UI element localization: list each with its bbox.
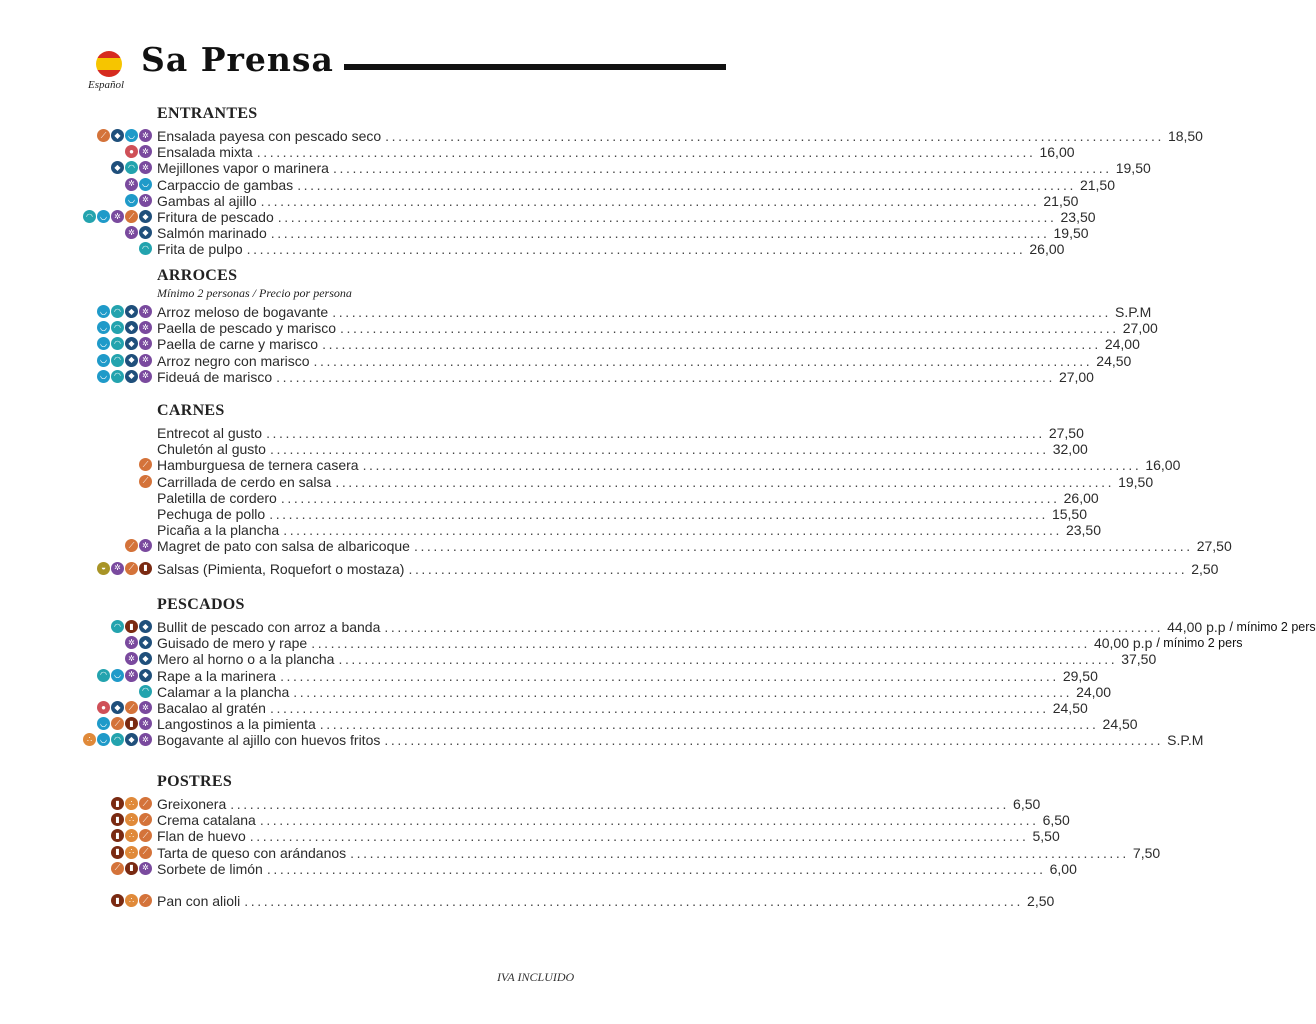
menu-item — [0, 457, 1181, 474]
item-name: Chuletón al gusto — [157, 441, 266, 458]
menu-item — [0, 441, 1088, 458]
sulphites-allergen-icon: ✲ — [139, 733, 152, 746]
fish-allergen-icon: ◆ — [139, 226, 152, 239]
mollusc-allergen-icon: ◠ — [111, 733, 124, 746]
menu-item — [0, 489, 1099, 506]
dot-leader: ........................................................................................................................ — [332, 160, 1112, 177]
item-price: 23,50 — [1060, 209, 1096, 225]
item-price: 27,50 — [1048, 425, 1084, 441]
dot-leader: ........................................................................................................................ — [322, 336, 1101, 353]
item-price: 23,50 — [1065, 522, 1102, 539]
menu-item — [0, 425, 1084, 441]
gluten-allergen-icon: ⟋ — [97, 129, 110, 142]
item-name: Sorbete de limón — [157, 860, 263, 877]
item-name: Paella de pescado y marisco — [157, 320, 336, 337]
item-price: 16,00 — [1145, 457, 1181, 474]
item-price: 24,00 — [1104, 336, 1140, 353]
dot-leader: ........................................................................................................................ — [350, 844, 1129, 861]
sulphites-allergen-icon: ✲ — [125, 226, 138, 239]
dot-leader: ........................................................................................................................ — [340, 320, 1119, 337]
dot-leader: ........................................................................................................................ — [249, 828, 1029, 845]
egg-allergen-icon: ● — [125, 145, 138, 158]
sulphites-allergen-icon: ✲ — [139, 354, 152, 367]
item-name: Greixonera — [157, 796, 227, 812]
item-name: Ensalada payesa con pescado seco — [157, 128, 382, 144]
item-name: Langostinos a la pimienta — [157, 716, 316, 733]
allergen-icons — [139, 685, 152, 698]
item-name: Pan con alioli — [157, 893, 241, 909]
crustacean-allergen-icon: ◡ — [97, 733, 110, 746]
crustacean-allergen-icon: ◡ — [97, 337, 110, 350]
gluten-allergen-icon: ⟋ — [125, 539, 138, 552]
item-price: 21,50 — [1043, 192, 1079, 209]
item-price: 2,50 — [1191, 560, 1219, 577]
mustard-allergen-icon: ◒ — [97, 562, 110, 575]
crustacean-allergen-icon: ◡ — [97, 321, 110, 334]
section-title: ARROCES — [157, 267, 238, 284]
section-title: CARNES — [157, 402, 225, 419]
dot-leader: ........................................................................................................................ — [311, 635, 1090, 652]
gluten-allergen-icon: ⟋ — [139, 475, 152, 488]
allergen-icons — [125, 539, 152, 552]
dot-leader: ........................................................................................................................ — [338, 651, 1118, 668]
dot-leader: ........................................................................................................................ — [269, 506, 1048, 522]
item-price: 26,00 — [1063, 489, 1099, 506]
allergen-icons — [97, 717, 152, 730]
gluten-allergen-icon: ⟋ — [139, 894, 152, 907]
crustacean-allergen-icon: ◡ — [97, 354, 110, 367]
item-price: 19,50 — [1118, 473, 1154, 490]
section-subtitle: Mínimo 2 personas / Precio por persona — [157, 286, 352, 300]
milk-allergen-icon: ▮ — [111, 813, 124, 826]
fish-allergen-icon: ◆ — [111, 701, 124, 714]
allergen-icons — [97, 129, 152, 142]
allergen-icons — [111, 829, 152, 842]
menu-item — [0, 320, 1158, 337]
menu-item — [0, 635, 1243, 652]
dot-leader: ........................................................................................................................ — [319, 716, 1099, 733]
item-price: S.P.M — [1114, 304, 1152, 320]
allergen-icons — [139, 458, 152, 471]
dot-leader: ........................................................................................................................ — [385, 128, 1164, 144]
sulphites-allergen-icon: ✲ — [139, 129, 152, 142]
item-price: 6,50 — [1013, 796, 1041, 812]
gluten-allergen-icon: ⟋ — [139, 813, 152, 826]
menu-item — [0, 651, 1157, 668]
menu-item — [0, 796, 1041, 812]
sulphites-allergen-icon: ✲ — [139, 194, 152, 207]
item-price: 24,50 — [1096, 352, 1132, 369]
menu-item — [0, 860, 1077, 877]
item-price: 16,00 — [1039, 144, 1075, 161]
item-price: 5,50 — [1032, 828, 1060, 845]
fish-allergen-icon: ◆ — [125, 337, 138, 350]
item-price: 24,50 — [1102, 716, 1138, 733]
item-price: S.P.M — [1167, 732, 1204, 749]
menu-item — [0, 352, 1132, 369]
fish-allergen-icon: ◆ — [139, 210, 152, 223]
mollusc-allergen-icon: ◠ — [139, 685, 152, 698]
item-price: 6,50 — [1042, 812, 1070, 829]
dot-leader: ........................................................................................................................ — [266, 425, 1045, 441]
dot-leader: ........................................................................................................................ — [230, 796, 1010, 812]
sulphites-allergen-icon: ✲ — [125, 636, 138, 649]
mollusc-allergen-icon: ◠ — [111, 354, 124, 367]
sulphites-allergen-icon: ✲ — [139, 539, 152, 552]
allergen-icons — [125, 226, 152, 239]
allergen-icons — [97, 562, 152, 575]
item-name: Guisado de mero y rape — [157, 635, 308, 652]
dot-leader: ........................................................................................................................ — [332, 304, 1111, 320]
mollusc-allergen-icon: ◠ — [97, 669, 110, 682]
item-price: 19,50 — [1053, 225, 1089, 242]
item-name: Magret de pato con salsa de albaricoque — [157, 538, 410, 555]
item-name: Fideuá de marisco — [157, 368, 273, 385]
item-name: Picaña a la plancha — [157, 522, 280, 539]
item-name: Salmón marinado — [157, 225, 267, 242]
menu-item — [0, 128, 1203, 144]
allergen-icons — [97, 370, 152, 383]
allergen-icons — [111, 161, 152, 174]
allergen-icons — [111, 797, 152, 810]
mollusc-allergen-icon: ◠ — [111, 370, 124, 383]
egg-allergen-icon: ● — [97, 701, 110, 714]
item-name: Gambas al ajillo — [157, 192, 257, 209]
nuts-allergen-icon: ∴ — [125, 797, 138, 810]
dot-leader: ........................................................................................................................ — [293, 683, 1073, 700]
item-name: Ensalada mixta — [157, 144, 253, 161]
mollusc-allergen-icon: ◠ — [111, 337, 124, 350]
allergen-icons — [111, 813, 152, 826]
section-title: ENTRANTES — [157, 105, 258, 122]
allergen-icons — [111, 894, 152, 907]
dot-leader: ........................................................................................................................ — [260, 192, 1040, 209]
allergen-icons — [111, 846, 152, 859]
fish-allergen-icon: ◆ — [139, 652, 152, 665]
item-name: Rape a la marinera — [157, 667, 277, 684]
brand-logo: Sa Prensa — [141, 40, 334, 79]
mollusc-allergen-icon: ◠ — [111, 321, 124, 334]
menu-item — [0, 368, 1094, 385]
sulphites-allergen-icon: ✲ — [125, 178, 138, 191]
item-note: / mínimo 2 pers — [1156, 636, 1243, 651]
sulphites-allergen-icon: ✲ — [125, 669, 138, 682]
menu-item — [0, 506, 1088, 522]
dot-leader: ........................................................................................................................ — [280, 489, 1060, 506]
allergen-icons — [125, 652, 152, 665]
menu-item — [0, 160, 1151, 177]
item-note: / mínimo 2 pers — [1229, 620, 1316, 634]
fish-allergen-icon: ◆ — [125, 354, 138, 367]
nuts-allergen-icon: ∴ — [125, 813, 138, 826]
fish-allergen-icon: ◆ — [125, 305, 138, 318]
menu-item — [0, 209, 1096, 225]
mollusc-allergen-icon: ◠ — [125, 161, 138, 174]
item-price: 40,00 p.p — [1093, 635, 1153, 652]
menu-item — [0, 304, 1152, 320]
menu-item — [0, 844, 1161, 861]
menu-item — [0, 176, 1115, 193]
gluten-allergen-icon: ⟋ — [125, 210, 138, 223]
fish-allergen-icon: ◆ — [111, 161, 124, 174]
gluten-allergen-icon: ⟋ — [111, 717, 124, 730]
crustacean-allergen-icon: ◡ — [111, 669, 124, 682]
item-name: Bacalao al gratén — [157, 700, 266, 716]
menu-item — [0, 812, 1070, 829]
item-name: Carpaccio de gambas — [157, 176, 294, 193]
fish-allergen-icon: ◆ — [125, 733, 138, 746]
fish-allergen-icon: ◆ — [139, 620, 152, 633]
item-name: Mejillones vapor o marinera — [157, 160, 329, 177]
item-name: Frita de pulpo — [157, 241, 243, 258]
item-name: Arroz negro con marisco — [157, 352, 310, 369]
sulphites-allergen-icon: ✲ — [139, 305, 152, 318]
fish-allergen-icon: ◆ — [111, 129, 124, 142]
dot-leader: ........................................................................................................................ — [256, 144, 1036, 161]
item-name: Flan de huevo — [157, 828, 246, 845]
gluten-allergen-icon: ⟋ — [139, 458, 152, 471]
menu-item — [0, 473, 1154, 490]
section-title: POSTRES — [157, 773, 233, 790]
fish-allergen-icon: ◆ — [125, 370, 138, 383]
nuts-allergen-icon: ∴ — [125, 846, 138, 859]
item-name: Fritura de pescado — [157, 209, 274, 225]
crustacean-allergen-icon: ◡ — [97, 717, 110, 730]
fish-allergen-icon: ◆ — [139, 636, 152, 649]
dot-leader: ........................................................................................................................ — [269, 441, 1049, 458]
dot-leader: ........................................................................................................................ — [246, 241, 1026, 258]
allergen-icons — [83, 210, 152, 223]
milk-allergen-icon: ▮ — [125, 620, 138, 633]
item-price: 44,00 p.p — [1167, 619, 1226, 635]
milk-allergen-icon: ▮ — [111, 829, 124, 842]
crustacean-allergen-icon: ◡ — [125, 129, 138, 142]
item-price: 2,50 — [1027, 893, 1055, 909]
milk-allergen-icon: ▮ — [125, 862, 138, 875]
item-name: Hamburguesa de ternera casera — [157, 457, 359, 474]
sulphites-allergen-icon: ✲ — [125, 652, 138, 665]
item-name: Entrecot al gusto — [157, 425, 263, 441]
item-price: 24,00 — [1076, 683, 1112, 700]
sulphites-allergen-icon: ✲ — [111, 562, 124, 575]
menu-item — [0, 828, 1060, 845]
menu-item — [0, 560, 1219, 577]
item-price: 32,00 — [1052, 441, 1088, 458]
item-price: 27,00 — [1122, 320, 1158, 337]
gluten-allergen-icon: ⟋ — [139, 829, 152, 842]
item-price: 37,50 — [1121, 651, 1157, 668]
dot-leader: ........................................................................................................................ — [259, 812, 1039, 829]
item-name: Arroz meloso de bogavante — [157, 304, 329, 320]
sulphites-allergen-icon: ✲ — [139, 321, 152, 334]
menu-item — [0, 619, 1316, 635]
milk-allergen-icon: ▮ — [125, 717, 138, 730]
nuts-allergen-icon: ∴ — [125, 894, 138, 907]
dot-leader: ........................................................................................................................ — [313, 352, 1093, 369]
item-price: 29,50 — [1062, 667, 1098, 684]
milk-allergen-icon: ▮ — [111, 894, 124, 907]
mollusc-allergen-icon: ◠ — [139, 242, 152, 255]
dot-leader: ........................................................................................................................ — [297, 176, 1076, 193]
crustacean-allergen-icon: ◡ — [97, 210, 110, 223]
dot-leader: ........................................................................................................................ — [413, 538, 1193, 555]
allergen-icons — [125, 178, 152, 191]
menu-item — [0, 716, 1138, 733]
menu-item — [0, 336, 1140, 353]
mollusc-allergen-icon: ◠ — [111, 620, 124, 633]
nuts-allergen-icon: ∴ — [83, 733, 96, 746]
gluten-allergen-icon: ⟋ — [139, 846, 152, 859]
item-price: 6,00 — [1049, 860, 1077, 877]
dot-leader: ........................................................................................................................ — [408, 560, 1188, 577]
crustacean-allergen-icon: ◡ — [97, 305, 110, 318]
item-price: 24,50 — [1052, 700, 1088, 716]
section-title: PESCADOS — [157, 596, 245, 613]
item-name: Salsas (Pimienta, Roquefort o mostaza) — [157, 560, 405, 577]
milk-allergen-icon: ▮ — [111, 846, 124, 859]
item-name: Pechuga de pollo — [157, 506, 266, 522]
dot-leader: ........................................................................................................................ — [244, 893, 1024, 909]
dot-leader: ........................................................................................................................ — [384, 619, 1164, 635]
allergen-icons — [139, 475, 152, 488]
nuts-allergen-icon: ∴ — [125, 829, 138, 842]
gluten-allergen-icon: ⟋ — [139, 797, 152, 810]
mollusc-allergen-icon: ◠ — [111, 305, 124, 318]
item-name: Carrillada de cerdo en salsa — [157, 473, 332, 490]
allergen-icons — [139, 242, 152, 255]
language-label[interactable]: Español — [88, 79, 125, 91]
allergen-icons — [125, 636, 152, 649]
allergen-icons — [83, 733, 152, 746]
sulphites-allergen-icon: ✲ — [111, 210, 124, 223]
sulphites-allergen-icon: ✲ — [139, 161, 152, 174]
item-price: 21,50 — [1079, 176, 1115, 193]
sulphites-allergen-icon: ✲ — [139, 701, 152, 714]
allergen-icons — [125, 145, 152, 158]
menu-item — [0, 225, 1089, 242]
dot-leader: ........................................................................................................................ — [283, 522, 1062, 539]
menu-item — [0, 538, 1232, 555]
crustacean-allergen-icon: ◡ — [125, 194, 138, 207]
allergen-icons — [111, 620, 152, 633]
gluten-allergen-icon: ⟋ — [125, 562, 138, 575]
dot-leader: ........................................................................................................................ — [266, 860, 1046, 877]
dot-leader: ........................................................................................................................ — [280, 667, 1059, 684]
sulphites-allergen-icon: ✲ — [139, 717, 152, 730]
item-price: 26,00 — [1029, 241, 1065, 258]
spain-flag-icon[interactable] — [96, 51, 122, 77]
item-name: Calamar a la plancha — [157, 683, 290, 700]
allergen-icons — [125, 194, 152, 207]
menu-item — [0, 683, 1112, 700]
item-price: 15,50 — [1051, 506, 1088, 522]
item-name: Paella de carne y marisco — [157, 336, 319, 353]
dot-leader: ........................................................................................................................ — [335, 473, 1115, 490]
crustacean-allergen-icon: ◡ — [97, 370, 110, 383]
dot-leader: ........................................................................................................................ — [270, 225, 1050, 242]
item-price: 7,50 — [1132, 844, 1161, 861]
mollusc-allergen-icon: ◠ — [83, 210, 96, 223]
fish-allergen-icon: ◆ — [125, 321, 138, 334]
allergen-icons — [97, 321, 152, 334]
fish-allergen-icon: ◆ — [139, 669, 152, 682]
item-price: 18,50 — [1167, 128, 1203, 144]
item-name: Bullit de pescado con arroz a banda — [157, 619, 381, 635]
gluten-allergen-icon: ⟋ — [125, 701, 138, 714]
allergen-icons — [97, 305, 152, 318]
milk-allergen-icon: ▮ — [111, 797, 124, 810]
item-price: 27,00 — [1058, 368, 1094, 385]
allergen-icons — [97, 669, 152, 682]
item-name: Paletilla de cordero — [157, 489, 277, 506]
menu-item — [0, 893, 1055, 909]
tax-note: IVA INCLUIDO — [497, 970, 575, 984]
item-name: Tarta de queso con arándanos — [157, 844, 347, 861]
item-name: Mero al horno o a la plancha — [157, 651, 335, 668]
header-rule — [344, 64, 726, 70]
sulphites-allergen-icon: ✲ — [139, 862, 152, 875]
sulphites-allergen-icon: ✲ — [139, 145, 152, 158]
sulphites-allergen-icon: ✲ — [139, 337, 152, 350]
menu-item — [0, 144, 1075, 161]
item-price: 27,50 — [1196, 538, 1232, 555]
item-name: Bogavante al ajillo con huevos fritos — [157, 732, 381, 749]
dot-leader: ........................................................................................................................ — [276, 368, 1055, 385]
menu-item — [0, 667, 1098, 684]
allergen-icons — [97, 701, 152, 714]
item-price: 19,50 — [1115, 160, 1151, 177]
allergen-icons — [97, 337, 152, 350]
allergen-icons — [111, 862, 152, 875]
allergen-icons — [97, 354, 152, 367]
milk-allergen-icon: ▮ — [139, 562, 152, 575]
menu-item — [0, 192, 1079, 209]
dot-leader: ........................................................................................................................ — [384, 732, 1164, 749]
menu-item — [0, 732, 1204, 749]
menu-item — [0, 241, 1065, 258]
dot-leader: ........................................................................................................................ — [362, 457, 1142, 474]
menu-item — [0, 700, 1088, 716]
dot-leader: ........................................................................................................................ — [277, 209, 1057, 225]
gluten-allergen-icon: ⟋ — [111, 862, 124, 875]
dot-leader: ........................................................................................................................ — [269, 700, 1049, 716]
item-name: Crema catalana — [157, 812, 256, 829]
sulphites-allergen-icon: ✲ — [139, 370, 152, 383]
menu-item — [0, 522, 1102, 539]
crustacean-allergen-icon: ◡ — [139, 178, 152, 191]
